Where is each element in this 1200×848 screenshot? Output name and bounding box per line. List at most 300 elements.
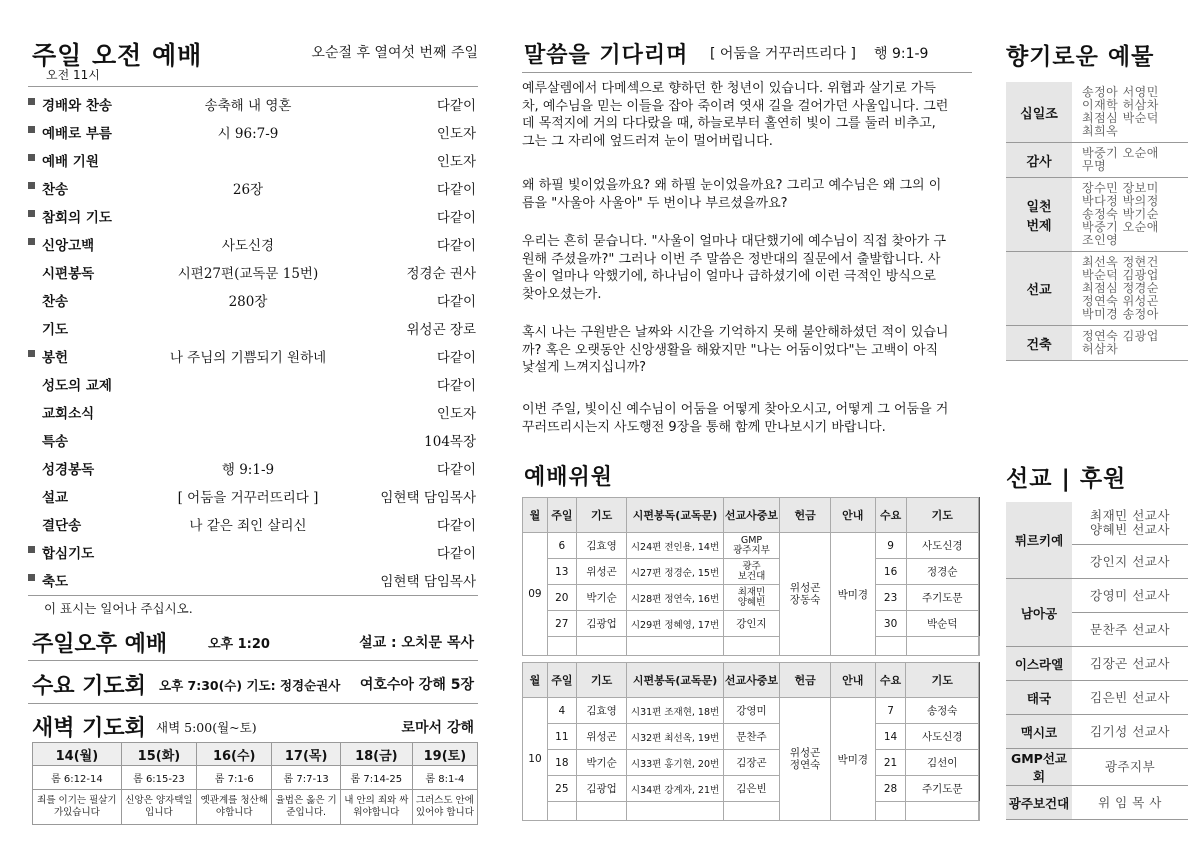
- order-item-leader: 다같이: [436, 378, 476, 394]
- offering-name-line: 조인영: [1082, 233, 1119, 247]
- sermon-paragraph: [522, 401, 972, 436]
- offering-category-line: 번제: [1026, 218, 1052, 234]
- offering-category-line: 건축: [1026, 337, 1052, 353]
- order-item: [28, 92, 478, 114]
- serving-row: [523, 585, 980, 611]
- serving-wed-prayer: 박순덕: [906, 611, 979, 637]
- order-item-name: 참회의 기도: [42, 210, 112, 226]
- dawn-note: [33, 790, 122, 825]
- sermon-line: 혹시 나는 구원받은 날짜와 시간을 기억하지 못해 불안해하셨던 적이 있습니: [522, 325, 949, 340]
- serving-psalm: 시28편 정연숙, 16번: [627, 585, 723, 611]
- order-item-leader: 다같이: [436, 238, 476, 254]
- serving-header: 선교사중보: [723, 663, 780, 698]
- wednesday-topic: 여호수아 강해 5장: [359, 677, 474, 693]
- serving-day: 13: [547, 559, 576, 585]
- sermon-paragraph: [522, 177, 972, 212]
- dawn-note-line: 있어야 합니다: [415, 807, 474, 818]
- serving-row: [523, 533, 980, 559]
- dawn-note: [272, 790, 341, 825]
- order-item: [28, 288, 478, 310]
- serving-prayer: 위성곤: [576, 559, 627, 585]
- dawn-note-line: 신앙은 양자택일: [125, 795, 193, 806]
- offering-name-line: 무명: [1082, 159, 1107, 173]
- order-item-leader: 인도자: [436, 126, 476, 142]
- offering-name-line: 박미경 송정아: [1082, 307, 1159, 321]
- serving-prayer: 김광업: [576, 776, 627, 802]
- serving-mission: [723, 611, 780, 637]
- order-item: [28, 260, 478, 282]
- serving-empty-cell: [627, 802, 723, 821]
- dawn-note-line: 그러스도 안에: [415, 795, 474, 806]
- sermon-paragraph: [522, 80, 972, 150]
- serving-mission-line: GMP: [740, 534, 763, 546]
- dawn-passage: 롬 7:1-6: [197, 766, 272, 790]
- serving-prayer: 김효영: [576, 698, 627, 724]
- offering-category-line: 십일조: [1020, 106, 1058, 122]
- serving-empty-cell: [547, 637, 576, 656]
- serving-header: 헌금: [780, 498, 831, 533]
- serving-header: 월: [523, 498, 548, 533]
- mission-country: 튀르키예: [1006, 502, 1072, 579]
- serving-offering: [780, 698, 831, 821]
- missionary-name: 강영미 선교사: [1090, 587, 1170, 603]
- serving-header: 기도: [576, 663, 627, 698]
- serving-day: 27: [547, 611, 576, 637]
- mission-table: [1006, 502, 1188, 820]
- offering-category: [1006, 143, 1072, 178]
- offering-row: [1006, 178, 1188, 252]
- divider: [28, 595, 478, 596]
- order-item: [28, 484, 478, 506]
- serving-mission-line: 양혜빈: [737, 596, 766, 608]
- order-item: [28, 400, 478, 422]
- mission-country: GMP선교회: [1006, 749, 1072, 786]
- mission-names: [1072, 613, 1188, 647]
- order-item: [28, 204, 478, 226]
- stand-marker-icon: [28, 238, 35, 245]
- order-item-name: 성도의 교제: [42, 378, 112, 394]
- serving-empty-row: [523, 637, 980, 656]
- serving-empty-cell: [576, 802, 627, 821]
- mission-row: [1006, 647, 1188, 681]
- serving-mission-line: 문찬주: [736, 731, 767, 743]
- order-item: [28, 120, 478, 142]
- dawn-day: 19(토): [412, 743, 477, 766]
- serving-day: 20: [547, 585, 576, 611]
- serving-wed-prayer: 주기도문: [906, 585, 979, 611]
- serving-wed-day: 16: [875, 559, 906, 585]
- serving-header: 헌금: [780, 663, 831, 698]
- serving-mission: [723, 724, 780, 750]
- missionary-name: 김은빈 선교사: [1090, 689, 1170, 705]
- mission-names: [1072, 749, 1188, 786]
- serving-month: 10: [523, 698, 548, 821]
- mission-country: 태국: [1006, 681, 1072, 715]
- serving-day: 11: [547, 724, 576, 750]
- serving-wed-day: 14: [875, 724, 906, 750]
- dawn-passages-row: [33, 766, 478, 790]
- order-item: [28, 344, 478, 366]
- dawn-topic: 로마서 강해: [401, 720, 474, 736]
- offering-category-line: 감사: [1026, 154, 1052, 170]
- serving-prayer: 박기순: [576, 585, 627, 611]
- serving-psalm: 시34편 강계자, 21번: [627, 776, 723, 802]
- offering-category: [1006, 252, 1072, 326]
- offering-name-line: 정연숙 김광업: [1082, 329, 1159, 343]
- dawn-title: 새벽 기도회: [32, 716, 146, 741]
- dawn-note: [340, 790, 412, 825]
- order-item-content: [ 어둠을 거꾸러뜨리다 ]: [177, 490, 319, 506]
- order-item-leader: 다같이: [436, 210, 476, 226]
- order-item-content: 280장: [228, 294, 268, 310]
- serving-day: 25: [547, 776, 576, 802]
- sermon-line: 이번 주일, 빛이신 예수님이 어둠을 어떻게 찾아오시고, 어떻게 그 어둠을 거: [522, 402, 949, 417]
- serving-header: 안내: [830, 498, 875, 533]
- missionary-name: 최재민 선교사: [1090, 508, 1170, 523]
- serving-wed-day: 28: [875, 776, 906, 802]
- dawn-passage: 롬 6:15-23: [121, 766, 196, 790]
- order-item-leader: 다같이: [436, 350, 476, 366]
- serving-header: 선교사중보: [723, 498, 780, 533]
- offering-name-line: 정연숙 위성곤: [1082, 294, 1159, 308]
- serving-row: [523, 776, 980, 802]
- stand-marker-icon: [28, 546, 35, 553]
- mission-names: [1072, 647, 1188, 681]
- dawn-note: [121, 790, 196, 825]
- serving-prayer: 김효영: [576, 533, 627, 559]
- missionary-name: 양혜빈 선교사: [1090, 522, 1170, 537]
- dawn-note-line: 내 안의 죄와 싸: [344, 795, 409, 806]
- mission-country: 이스라엘: [1006, 647, 1072, 681]
- serving-header: 주일: [547, 663, 576, 698]
- serving-psalm: 시27편 정경순, 15번: [627, 559, 723, 585]
- offering-name-line: 최점심 정경순: [1082, 281, 1159, 295]
- serving-empty-cell: [576, 637, 627, 656]
- missionary-name: 김기성 선교사: [1090, 723, 1170, 739]
- sermon-line: 꾸러뜨리시는지 사도행전 9장을 통해 함께 만나보시기 바랍니다.: [522, 419, 886, 435]
- offering-name-line: 최선옥 정현건: [1082, 255, 1159, 269]
- order-item-name: 설교: [42, 490, 69, 506]
- stand-marker-icon: [28, 574, 35, 581]
- stand-marker-icon: [28, 350, 35, 357]
- serving-mission-line: 강인지: [736, 618, 767, 630]
- offering-row: [1006, 326, 1188, 361]
- mission-country: 남아공: [1006, 579, 1072, 647]
- order-item-leader: 다같이: [436, 294, 476, 310]
- sermon-paragraph: [522, 233, 972, 303]
- mission-row: [1006, 749, 1188, 786]
- serving-prayer: 박기순: [576, 750, 627, 776]
- serving-empty-row: [523, 802, 980, 821]
- order-item-leader: 임현택 담임목사: [380, 574, 476, 590]
- afternoon-time: 오후 1:20: [208, 637, 270, 652]
- dawn-note-line: 옛관계를 청산해: [200, 795, 268, 806]
- order-item-name: 신앙고백: [42, 238, 95, 254]
- sermon-line: 까? 혹은 오랫동안 신앙생활을 해왔지만 "나는 어둠이었다"는 고백이 아직: [522, 342, 939, 358]
- serving-row: [523, 750, 980, 776]
- offering-row: [1006, 143, 1188, 178]
- serving-mission-line: 김은빈: [736, 783, 767, 795]
- mission-title: 선교 | 후원: [1006, 466, 1127, 492]
- mission-names: [1072, 681, 1188, 715]
- dawn-day: 16(수): [197, 743, 272, 766]
- missionary-name: 강인지 선교사: [1090, 553, 1170, 569]
- serving-mission: [723, 533, 780, 559]
- order-item: [28, 372, 478, 394]
- serving-psalm: 시32편 최선옥, 19번: [627, 724, 723, 750]
- order-item-name: 봉헌: [42, 350, 69, 366]
- serving-prayer: 위성곤: [576, 724, 627, 750]
- offering-names: [1072, 326, 1188, 361]
- stand-marker-icon: [28, 98, 35, 105]
- afternoon-preacher: 설교 : 오치문 목사: [359, 635, 474, 651]
- order-item-leader: 다같이: [436, 518, 476, 534]
- serving-prayer: 김광업: [576, 611, 627, 637]
- serving-empty-cell: [723, 802, 780, 821]
- sermon-paragraph: [522, 324, 972, 377]
- offering-name-line: 박다정 박의정: [1082, 194, 1159, 208]
- sermon-line: 우리는 흔히 묻습니다. "사울이 얼마나 대단했기에 예수님이 직접 찾아가 구: [522, 234, 947, 249]
- offering-name-line: 이재학 허삼차: [1082, 98, 1159, 112]
- serving-wed-prayer: 정경순: [906, 559, 979, 585]
- afternoon-title: 주일오후 예배: [32, 632, 168, 657]
- dawn-time: 새벽 5:00(월~토): [156, 720, 257, 735]
- serving-empty-cell: [979, 637, 980, 656]
- serving-header: 기도: [906, 663, 979, 698]
- serving-header: 시편봉독(교독문): [627, 663, 723, 698]
- dawn-note-line: 워야합니다: [353, 807, 400, 818]
- serving-wed-prayer: 송정숙: [906, 698, 979, 724]
- serving-mission: [723, 559, 780, 585]
- serving-psalm: 시33편 홍기현, 20번: [627, 750, 723, 776]
- order-item-leader: 다같이: [436, 182, 476, 198]
- serving-header: 시편봉독(교독문): [627, 498, 723, 533]
- dawn-day: 17(목): [272, 743, 341, 766]
- sermon-line: 원해 주셨을까?" 그러나 이번 주 말씀은 정반대의 질문에서 출발합니다. 사: [522, 251, 941, 267]
- stand-marker-icon: [28, 154, 35, 161]
- serving-wed-day: 30: [875, 611, 906, 637]
- order-item-name: 성경봉독: [42, 462, 95, 478]
- order-item-name: 합심기도: [42, 546, 95, 562]
- offering-name-line: 송정아 서영민: [1082, 85, 1159, 99]
- offering-names: [1072, 143, 1188, 178]
- serving-header: 기도: [576, 498, 627, 533]
- dawn-note: [412, 790, 477, 825]
- serving-header: 수요: [875, 663, 906, 698]
- sermon-subject: [ 어둠을 거꾸러뜨리다 ]: [710, 46, 856, 62]
- order-item: [28, 456, 478, 478]
- serving-offering: [780, 533, 831, 656]
- dawn-passage: 롬 7:14-25: [340, 766, 412, 790]
- serving-empty-cell: [627, 637, 723, 656]
- order-item-leader: 위성곤 장로: [406, 322, 476, 338]
- offering-name-line: 최점심 박순덕: [1082, 111, 1159, 125]
- serving-table-oct: [522, 662, 980, 821]
- mission-names: [1072, 502, 1188, 545]
- order-item-leader: 다같이: [436, 462, 476, 478]
- offering-names: [1072, 82, 1188, 143]
- serving-mission: [723, 585, 780, 611]
- order-item-content: 행 9:1-9: [221, 462, 275, 478]
- mission-country: 광주보건대: [1006, 786, 1072, 820]
- offering-category: [1006, 82, 1072, 143]
- serving-header-row: [523, 663, 980, 698]
- order-item-leader: 104목장: [424, 434, 476, 450]
- serving-wed-prayer: 김선이: [906, 750, 979, 776]
- mission-row: [1006, 579, 1188, 613]
- morning-title: 주일 오전 예배: [32, 41, 203, 70]
- offering-category-line: 선교: [1026, 283, 1052, 298]
- sermon-line: 그는 그 자리에 엎드러져 눈이 멀어버립니다.: [522, 133, 773, 149]
- order-item-name: 특송: [42, 434, 69, 450]
- order-item-name: 결단송: [42, 518, 82, 534]
- serving-empty-cell: [979, 802, 980, 821]
- serving-wed-day: 23: [875, 585, 906, 611]
- serving-header: 월: [523, 663, 548, 698]
- dawn-note-line: 준입니다.: [286, 807, 327, 818]
- serving-mission-line: 최재민: [737, 586, 766, 598]
- wednesday-title: 수요 기도회: [32, 674, 146, 699]
- serving-usher: 박미경: [830, 698, 875, 821]
- serving-table-sep: [522, 497, 980, 656]
- order-item-name: 찬송: [42, 182, 69, 198]
- mission-row: [1006, 715, 1188, 749]
- dawn-note-line: 율법은 옳은 기: [275, 795, 337, 806]
- dawn-passage: 롬 7:7-13: [272, 766, 341, 790]
- serving-usher: 박미경: [830, 533, 875, 656]
- dawn-passage: 롬 6:12-14: [33, 766, 122, 790]
- stand-note: 이 표시는 일어나 주십시오.: [44, 601, 193, 616]
- missionary-name: 문찬주 선교사: [1090, 621, 1170, 637]
- wednesday-detail: 오후 7:30(수) 기도: 정경순권사: [159, 678, 341, 693]
- mission-row: [1006, 681, 1188, 715]
- dawn-note: [197, 790, 272, 825]
- serving-header: 기도: [906, 498, 979, 533]
- serving-day: 4: [547, 698, 576, 724]
- mission-names: [1072, 786, 1188, 820]
- order-item-name: 경배와 찬송: [42, 98, 112, 114]
- serving-mission: [723, 776, 780, 802]
- serving-mission-line: 광주지부: [733, 544, 770, 556]
- offering-category: [1006, 326, 1072, 361]
- offering-names: [1072, 252, 1188, 326]
- order-item: [28, 148, 478, 170]
- order-item-content: 나 주님의 기쁨되기 원하네: [169, 350, 327, 366]
- serving-month: 09: [523, 533, 548, 656]
- order-item: [28, 232, 478, 254]
- dawn-schedule-table: [32, 742, 478, 825]
- serving-day: 6: [547, 533, 576, 559]
- divider: [28, 660, 478, 661]
- serving-row: [523, 698, 980, 724]
- serving-header: 주일: [547, 498, 576, 533]
- serving-mission: [723, 750, 780, 776]
- offering-name-line: 허삼차: [1082, 342, 1119, 356]
- serving-day: 18: [547, 750, 576, 776]
- sermon-line: 찾아오셨는가.: [522, 286, 602, 302]
- dawn-passage: 롬 8:1-4: [412, 766, 477, 790]
- order-item-name: 기도: [42, 322, 69, 338]
- mission-names: [1072, 545, 1188, 579]
- order-item-leader: 임현택 담임목사: [380, 490, 476, 506]
- divider: [28, 703, 478, 704]
- dawn-days-row: [33, 743, 478, 766]
- order-item-leader: 인도자: [436, 406, 476, 422]
- dawn-note-line: 입니다: [145, 807, 173, 818]
- serving-row: [523, 611, 980, 637]
- order-item: [28, 540, 478, 562]
- mission-names: [1072, 579, 1188, 613]
- dawn-notes-row: [33, 790, 478, 825]
- offering-name-line: 장수민 장보미: [1082, 181, 1159, 195]
- serving-header-row: [523, 498, 980, 533]
- serving-header: 안내: [830, 663, 875, 698]
- order-item-name: 찬송: [42, 294, 69, 310]
- serving-empty-cell: [875, 637, 906, 656]
- order-item-name: 교회소식: [42, 406, 95, 422]
- order-item: [28, 512, 478, 534]
- sermon-title: 말씀을 기다리며: [524, 43, 689, 68]
- offering-name-line: 박중기 오순애: [1082, 146, 1159, 160]
- dawn-day: 18(금): [340, 743, 412, 766]
- order-item: [28, 568, 478, 590]
- offering-name-line: 송정숙 박기순: [1082, 207, 1159, 221]
- order-item-leader: 인도자: [436, 154, 476, 170]
- serving-header: 수요: [875, 498, 906, 533]
- offering-name-line: 박순덕 김광업: [1082, 268, 1159, 282]
- serving-mission-line: 김장곤: [736, 757, 767, 769]
- serving-row: [523, 724, 980, 750]
- serving-mission-line: 광주: [742, 560, 761, 572]
- sermon-line: 데 목적지에 거의 다다랐을 때, 하늘로부터 홀연히 빛이 그를 둘러 비추고,: [522, 116, 936, 132]
- serving-offering-name: 정연숙: [789, 759, 821, 771]
- sermon-line: 차, 예수님을 믿는 이들을 잡아 죽이려 엿새 길을 걸어가던 사울입니다. 그런: [522, 98, 949, 114]
- missionary-name: 위 임 목 사: [1098, 794, 1162, 810]
- sermon-line: 낯설게 느껴지십니까?: [522, 360, 647, 376]
- mission-row: [1006, 502, 1188, 545]
- morning-subtitle: 오순절 후 열여섯 번째 주일: [311, 45, 478, 61]
- serving-offering-name: 위성곤: [789, 747, 821, 759]
- offering-row: [1006, 82, 1188, 143]
- mission-country: 맥시코: [1006, 715, 1072, 749]
- offerings-title: 향기로운 예물: [1006, 44, 1155, 70]
- serving-mission-line: 보건대: [737, 570, 766, 582]
- order-item-content: 사도신경: [221, 238, 275, 254]
- order-item-content: 26장: [232, 182, 264, 198]
- offering-name-line: 최희옥: [1082, 124, 1119, 138]
- order-item-name: 예배로 부름: [42, 126, 112, 142]
- serving-mission-line: 강영미: [736, 705, 767, 717]
- dawn-day: 14(월): [33, 743, 122, 766]
- divider: [28, 86, 478, 87]
- serving-psalm: 시24편 전인용, 14번: [627, 533, 723, 559]
- order-item-name: 축도: [42, 574, 69, 590]
- serving-wed-prayer: 사도신경: [906, 724, 979, 750]
- dawn-note-line: 야합니다: [215, 807, 253, 818]
- order-item-leader: 다같이: [436, 546, 476, 562]
- stand-marker-icon: [28, 210, 35, 217]
- order-item-content: 나 같은 죄인 살리신: [189, 518, 307, 534]
- offering-category: [1006, 178, 1072, 252]
- dawn-note-line: 죄를 이기는 필살기: [37, 795, 117, 806]
- missionary-name: 김장곤 선교사: [1090, 655, 1170, 671]
- order-item: [28, 316, 478, 338]
- dawn-day: 15(화): [121, 743, 196, 766]
- sermon-line: 예루살렘에서 다메섹으로 향하던 한 청년이 있습니다. 위협과 살기로 가득: [522, 81, 936, 96]
- sermon-verse: 행 9:1-9: [874, 46, 929, 62]
- mission-names: [1072, 715, 1188, 749]
- serving-title: 예배위원: [524, 465, 614, 490]
